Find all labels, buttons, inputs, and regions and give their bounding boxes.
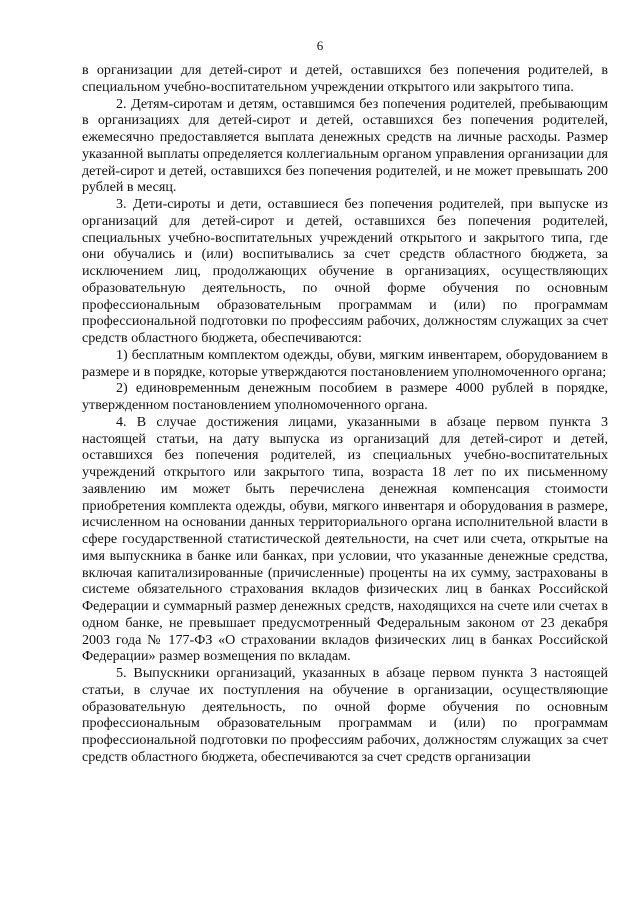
document-body bbox=[82, 62, 608, 766]
paragraph-item-2: 2. Детям-сиротам и детям, оставшимся без попечения родителей, пребывающим в организациях для детей-сирот и детей, оставшихся без попечения родителей, ежемесячно предоставляется выплата денежных средств на личные расходы. Размер указанной выплаты определяется коллегиальным органом управления организации для детей-сирот и детей, оставшихся без попечения родителей, и не может превышать 200 рублей в месяц. bbox=[82, 95, 608, 196]
paragraph-subitem-1: 1) бесплатным комплектом одежды, обуви, мягким инвентарем, оборудованием в размере и в порядке, которые утверждаются постановлением уполномоченного органа; bbox=[82, 346, 608, 380]
page-number: 6 bbox=[316, 38, 324, 53]
paragraph-item-3: 3. Дети-сироты и дети, оставшиеся без попечения родителей, при выпуске из организаций для детей-сирот и детей, оставшихся без попечения родителей, специальных учебно-воспитательных учреждений открытого и закрытого типа, где они обучались и (или) воспитывались за счет средств областного бюджета, за исключением лиц, продолжающих обучение в организациях, осуществляющих образовательную деятельность, по очной форме обучения по основным профессиональным образовательным программам и (или) по программам профессиональной подготовки по профессиям рабочих, должностям служащих за счет средств областного бюджета, обеспечиваются: bbox=[82, 196, 608, 346]
paragraph-continuation: в организации для детей-сирот и детей, оставшихся без попечения родителей, в специальном учебно-воспитательном учреждении открытого или закрытого типа. bbox=[82, 62, 608, 95]
paragraph-subitem-2: 2) единовременным денежным пособием в размере 4000 рублей в порядке, утвержденном постановлением уполномоченного органа. bbox=[82, 380, 608, 413]
paragraph-item-4: 4. В случае достижения лицами, указанными в абзаце первом пункта 3 настоящей статьи, на дату выпуска из организаций для детей-сирот и детей, оставшихся без попечения родителей, из специальных учебно-воспитательных учреждений открытого или закрытого типа, возраста 18 лет по их письменному заявлению им может быть перечислена денежная компенсация стоимости приобретения комплекта одежды, обуви, мягкого инвентаря и оборудования в размере, исчисленном на основании данных территориального органа исполнительной власти в сфере государственной статистической деятельности, на счет или счета, открытые на имя выпускника в банке или банках, при условии, что указанные денежные средства, включая капитализированные (причисленные) проценты на их сумму, застрахованы в системе обязательного страхования вкладов физических лиц в банках Российской Федерации и суммарный размер денежных средств, находящихся на счете или счетах в одном банке, не превышает предусмотренный Федеральным законом от 23 декабря 2003 года № 177-ФЗ «О страховании вкладов физических лиц в банках Российской Федерации» размер возмещения по вкладам. bbox=[82, 413, 608, 665]
paragraph-item-5: 5. Выпускники организаций, указанных в абзаце первом пункта 3 настоящей статьи, в случае их поступления на обучение в организации, осуществляющие образовательную деятельность, по очной форме обучения по основным профессиональным образовательным программам и (или) по программам профессиональной подготовки по профессиям рабочих, должностям служащих за счет средств областного бюджета, обеспечиваются за счет средств организации bbox=[82, 665, 608, 765]
